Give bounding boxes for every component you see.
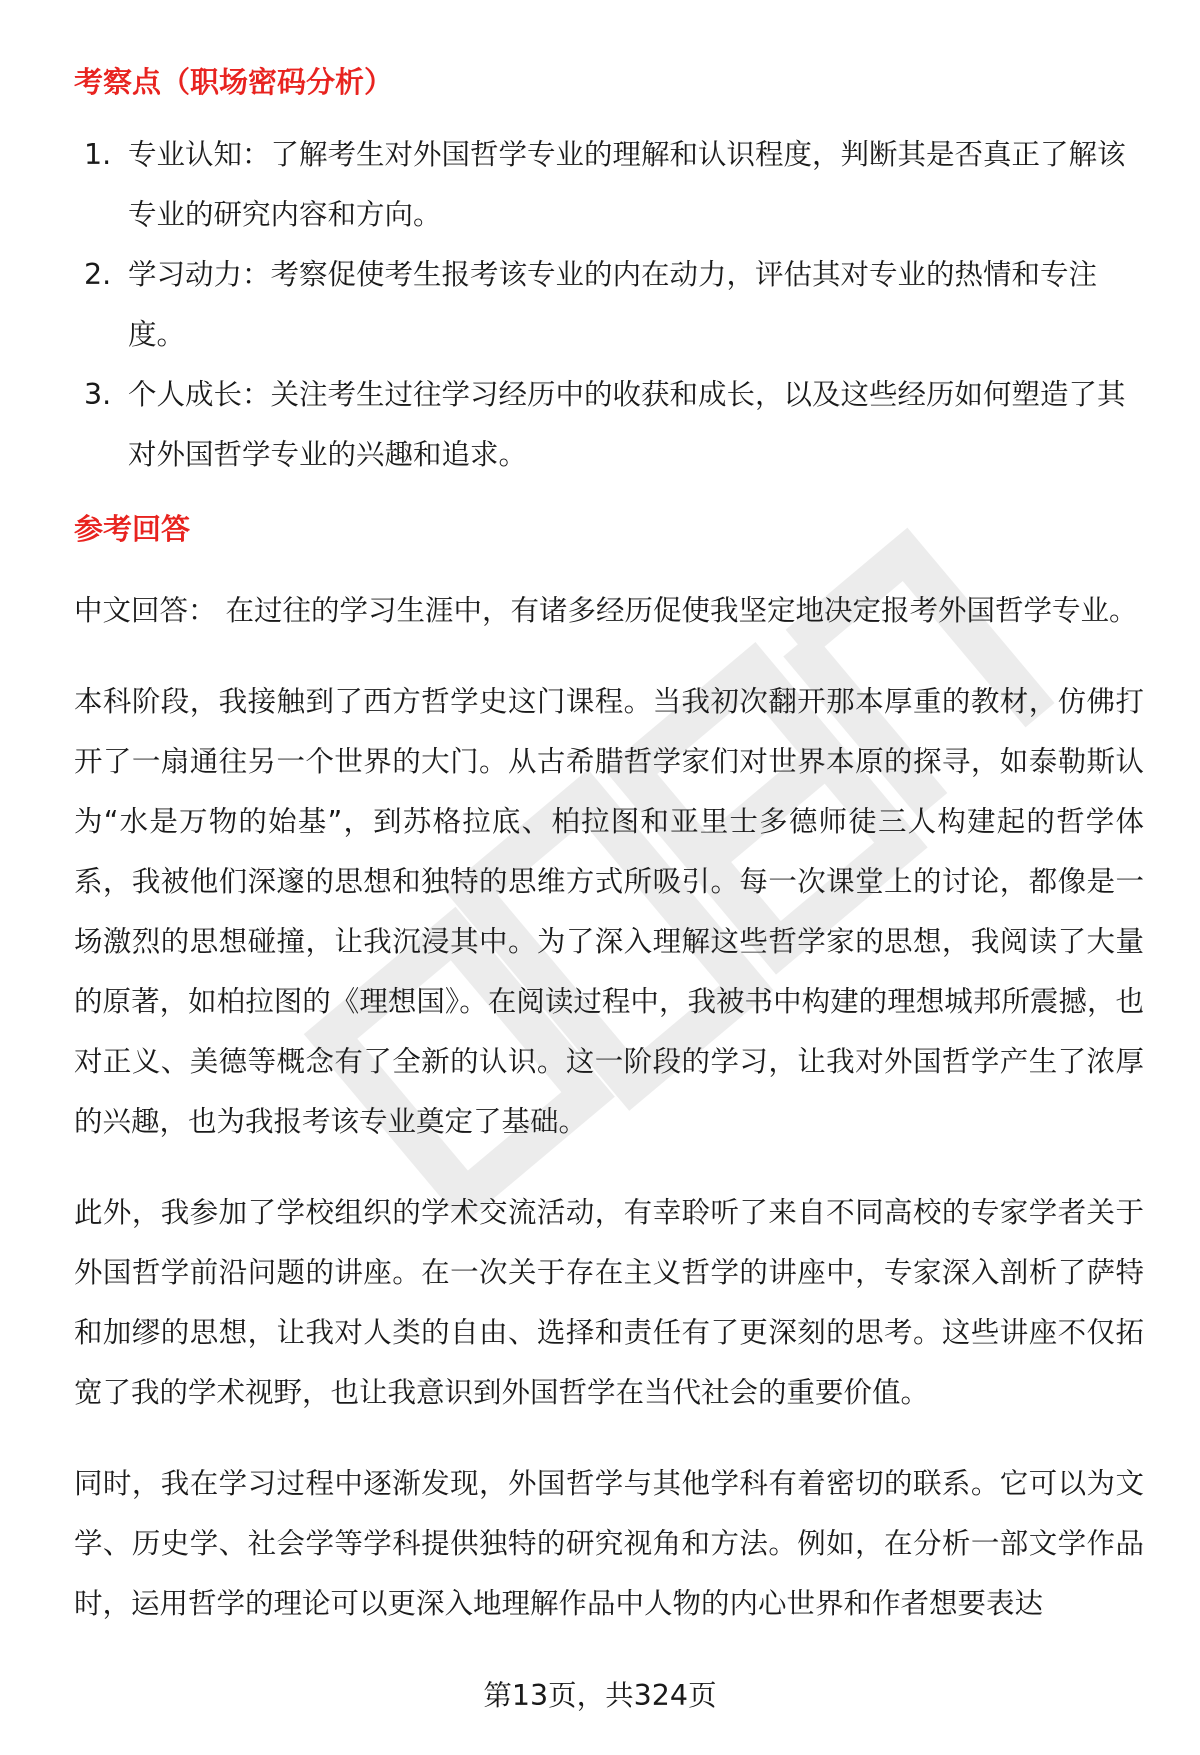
exam-points-heading: 考察点（职场密码分析） [74, 65, 394, 99]
list-item-text: 学习动力：考察促使考生报考该专业的内在动力，评估其对专业的热情和专注度。 [128, 258, 1098, 351]
list-item-number: 3. [84, 378, 112, 411]
list-item [74, 365, 1144, 485]
document-body [74, 55, 1144, 1634]
answer-paragraph-intro: 中文回答： 在过往的学习生涯中，有诸多经历促使我坚定地决定报考外国哲学专业。 [74, 594, 1138, 627]
list-item-text: 个人成长：关注考生过往学习经历中的收获和成长，以及这些经历如何塑造了其对外国哲学专业的兴趣和追求。 [128, 378, 1126, 471]
list-item [74, 245, 1144, 365]
exam-points-list [74, 125, 1144, 485]
reference-answer-heading: 参考回答 [74, 512, 191, 546]
list-item-number: 2. [84, 258, 112, 291]
page-number-footer: 第13页，共324页 [483, 1679, 717, 1712]
list-item [74, 125, 1144, 245]
answer-paragraph-interdisciplinary: 同时，我在学习过程中逐渐发现，外国哲学与其他学科有着密切的联系。它可以为文学、历史学、社会学等学科提供独特的研究视角和方法。例如，在分析一部文学作品时，运用哲学的理论可以更深入地理解作品中人物的内心世界和作者想要表达 [74, 1467, 1144, 1620]
list-item-text: 专业认知：了解考生对外国哲学专业的理解和认识程度，判断其是否真正了解该专业的研究内容和方向。 [128, 138, 1126, 231]
answer-paragraph-lectures: 此外，我参加了学校组织的学术交流活动，有幸聆听了来自不同高校的专家学者关于外国哲学前沿问题的讲座。在一次关于存在主义哲学的讲座中，专家深入剖析了萨特和加缪的思想，让我对人类的自由、选择和责任有了更深刻的思考。这些讲座不仅拓宽了我的学术视野，也让我意识到外国哲学在当代社会的重要价值。 [74, 1196, 1144, 1409]
list-item-number: 1. [84, 138, 112, 171]
answer-paragraph-undergrad: 本科阶段，我接触到了西方哲学史这门课程。当我初次翻开那本厚重的教材，仿佛打开了一扇通往另一个世界的大门。从古希腊哲学家们对世界本原的探寻，如泰勒斯认为“水是万物的始基”，到苏格拉底、柏拉图和亚里士多德师徒三人构建起的哲学体系，我被他们深邃的思想和独特的思维方式所吸引。每一次课堂上的讨论，都像是一场激烈的思想碰撞，让我沉浸其中。为了深入理解这些哲学家的思想，我阅读了大量的原著，如柏拉图的《理想国》。在阅读过程中，我被书中构建的理想城邦所震撼，也对正义、美德等概念有了全新的认识。这一阶段的学习，让我对外国哲学产生了浓厚的兴趣，也为我报考该专业奠定了基础。 [74, 685, 1144, 1138]
